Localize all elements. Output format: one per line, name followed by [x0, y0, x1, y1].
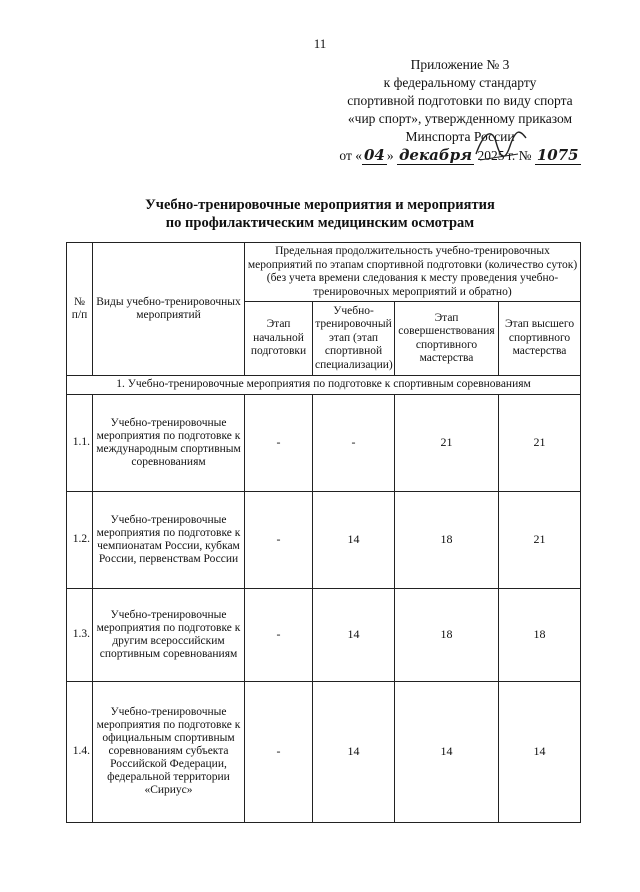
- order-month: декабря: [398, 146, 473, 164]
- header-stage-improvement: Этап совершенствования спортивного мастерства: [395, 302, 499, 376]
- row-stage-training: 14: [313, 588, 395, 681]
- row-kind: Учебно-тренировочные мероприятия по подготовке к другим всероссийским спортивным соревнованиям: [93, 588, 245, 681]
- appendix-line: спортивной подготовки по виду спорта: [347, 93, 573, 108]
- header-stage-highest: Этап высшего спортивного мастерства: [499, 302, 581, 376]
- row-number: 1.2.: [67, 491, 93, 588]
- row-stage-improvement: 21: [395, 394, 499, 491]
- row-number: 1.3.: [67, 588, 93, 681]
- order-line: [310, 146, 610, 165]
- header-limit: Предельная продолжительность учебно-тренировочных мероприятий по этапам спортивной подготовки (количество суток) (без учета времени следования к месту проведения учебно-тренировочных мероприятий и обратно): [245, 243, 581, 302]
- title-line: Учебно-тренировочные мероприятия и мероприятия: [145, 197, 495, 213]
- appendix-line: Минспорта России: [405, 129, 515, 144]
- appendix-line: к федеральному стандарту: [383, 75, 537, 90]
- header-kind: Виды учебно-тренировочных мероприятий: [93, 243, 245, 376]
- row-kind: Учебно-тренировочные мероприятия по подготовке к чемпионатам России, кубкам России, первенствам России: [93, 491, 245, 588]
- order-prefix: от «: [339, 148, 362, 163]
- page-number: 11: [313, 36, 327, 51]
- header-stage-initial: Этап начальной подготовки: [245, 302, 313, 376]
- row-stage-training: 14: [313, 681, 395, 822]
- row-stage-training: 14: [313, 491, 395, 588]
- order-day: 04: [363, 146, 385, 164]
- appendix-line: «чир спорт», утвержденному приказом: [347, 111, 573, 126]
- row-stage-training: -: [313, 394, 395, 491]
- row-kind: Учебно-тренировочные мероприятия по подготовке к официальным спортивным соревнованиям субъекта Российской Федерации, федеральной территории «Сириус»: [93, 681, 245, 822]
- appendix-block: [310, 56, 610, 165]
- order-mid: »: [386, 148, 394, 163]
- header-stage-training: Учебно-тренировочный этап (этап спортивной специализации): [313, 302, 395, 376]
- table-row: [67, 491, 581, 588]
- row-stage-improvement: 18: [395, 491, 499, 588]
- row-stage-initial: -: [245, 491, 313, 588]
- table-row: [67, 681, 581, 822]
- events-table-wrapper: [66, 242, 580, 823]
- row-stage-initial: -: [245, 681, 313, 822]
- title-line: по профилактическим медицинским осмотрам: [165, 215, 475, 231]
- events-table: [66, 242, 581, 823]
- header-num: № п/п: [67, 243, 93, 376]
- row-kind: Учебно-тренировочные мероприятия по подготовке к международным спортивным соревнованиям: [93, 394, 245, 491]
- section-title: 1. Учебно-тренировочные мероприятия по подготовке к спортивным соревнованиям: [67, 376, 581, 395]
- document-title: [0, 196, 640, 232]
- section-row: [67, 376, 581, 395]
- row-stage-highest: 18: [499, 588, 581, 681]
- row-number: 1.4.: [67, 681, 93, 822]
- row-stage-initial: -: [245, 394, 313, 491]
- row-stage-improvement: 14: [395, 681, 499, 822]
- row-stage-highest: 21: [499, 394, 581, 491]
- appendix-line: Приложение № 3: [410, 57, 510, 72]
- table-row: [67, 394, 581, 491]
- order-number: 1075: [536, 146, 579, 164]
- table-row: [67, 588, 581, 681]
- order-year: 2025 г. №: [477, 148, 532, 163]
- row-number: 1.1.: [67, 394, 93, 491]
- row-stage-highest: 21: [499, 491, 581, 588]
- row-stage-initial: -: [245, 588, 313, 681]
- row-stage-improvement: 18: [395, 588, 499, 681]
- row-stage-highest: 14: [499, 681, 581, 822]
